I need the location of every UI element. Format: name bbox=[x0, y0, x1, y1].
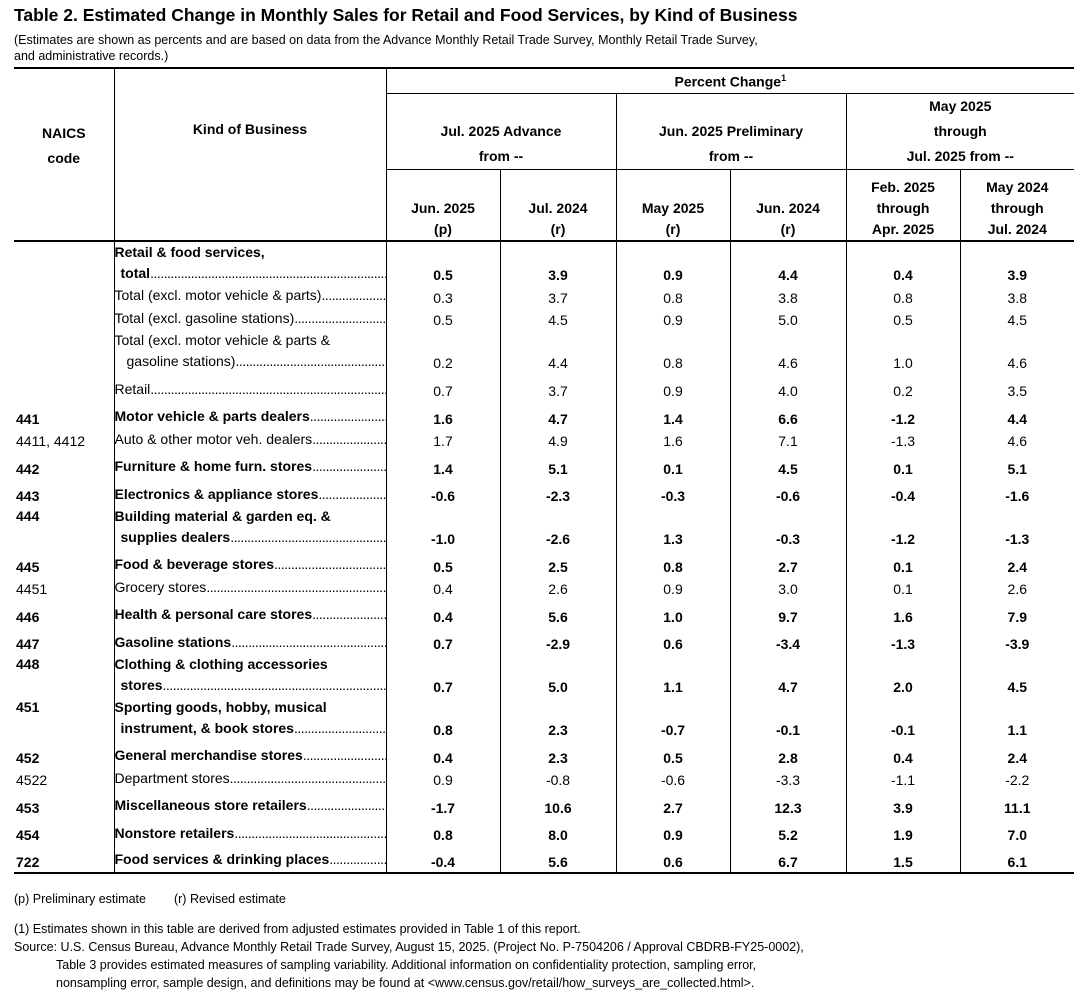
percent-change-cell: 4.4 bbox=[730, 241, 846, 285]
percent-change-cell: 4.5 bbox=[500, 308, 616, 331]
table-row bbox=[14, 506, 1074, 549]
naics-code-cell: 441 bbox=[14, 401, 114, 429]
percent-change-cell: 7.0 bbox=[1007, 827, 1028, 843]
percent-change-cell: 0.8 bbox=[616, 285, 730, 308]
kind-of-business-label: Total (excl. gasoline stations) bbox=[114, 309, 295, 326]
percent-change-cell: 2.6 bbox=[1007, 581, 1028, 597]
percent-change-cell: -2.9 bbox=[500, 627, 616, 655]
percent-change-cell: 0.4 bbox=[846, 241, 960, 285]
table-row bbox=[14, 549, 1074, 577]
kind-of-business-label: Building material & garden eq. & bbox=[114, 508, 331, 524]
col-header-jun2025: Jun. 2025 (p) bbox=[386, 170, 500, 242]
kind-of-business-label: Total (excl. motor vehicle & parts) bbox=[114, 287, 322, 303]
table-row bbox=[14, 285, 1074, 308]
percent-change-cell: 0.4 bbox=[386, 599, 500, 627]
naics-code-header: NAICS code bbox=[14, 68, 114, 241]
percent-change-cell: 2.5 bbox=[500, 549, 616, 577]
source-line-1: Source: U.S. Census Bureau, Advance Monthly Retail Trade Survey, August 15, 2025. (Project No. P-7504206 / Approval CBDRB-FY25-0002), bbox=[14, 940, 804, 954]
leader-dots bbox=[294, 718, 386, 739]
kind-of-business-label: Gasoline stations bbox=[114, 633, 232, 650]
leader-dots bbox=[274, 554, 386, 575]
leader-dots bbox=[150, 263, 385, 284]
table-body bbox=[14, 241, 1074, 873]
percent-change-cell: 5.6 bbox=[500, 599, 616, 627]
percent-change-cell: 3.9 bbox=[500, 241, 616, 285]
percent-change-cell: -1.2 bbox=[846, 401, 960, 429]
percent-change-cell: 0.7 bbox=[386, 373, 500, 401]
percent-change-cell: 3.8 bbox=[1007, 289, 1028, 306]
table-row bbox=[14, 697, 1074, 740]
kind-of-business-cell bbox=[114, 845, 386, 873]
table-row bbox=[14, 241, 1074, 285]
leader-dots bbox=[307, 795, 386, 816]
kind-of-business-label: Food services & drinking places bbox=[114, 851, 330, 867]
percent-change-cell: 0.5 bbox=[386, 241, 500, 285]
percent-change-cell: 9.7 bbox=[730, 599, 846, 627]
percent-change-cell: 0.9 bbox=[386, 768, 500, 791]
percent-change-cell: 0.2 bbox=[386, 330, 500, 373]
percent-change-cell: 0.8 bbox=[846, 285, 960, 308]
percent-change-cell: 3.5 bbox=[1007, 383, 1028, 399]
percent-change-cell: 2.8 bbox=[730, 740, 846, 768]
percent-change-cell: -3.9 bbox=[1005, 636, 1030, 652]
kind-of-business-cell bbox=[114, 599, 386, 627]
percent-change-cell: 2.4 bbox=[1007, 749, 1028, 766]
percent-change-cell: 6.7 bbox=[730, 845, 846, 873]
kind-of-business-label: stores bbox=[120, 676, 163, 693]
percent-change-cell: 0.1 bbox=[846, 577, 960, 600]
percent-change-cell: 5.1 bbox=[1007, 460, 1028, 477]
percent-change-cell: -1.3 bbox=[1005, 531, 1030, 547]
naics-code-cell: 453 bbox=[14, 790, 114, 818]
kind-of-business-label: Miscellaneous store retailers bbox=[114, 797, 307, 813]
percent-change-cell: 4.7 bbox=[730, 654, 846, 697]
kind-of-business-cell bbox=[114, 740, 386, 768]
percent-change-cell: 0.7 bbox=[386, 654, 500, 697]
kind-of-business-cell bbox=[114, 627, 386, 655]
source-line-3: nonsampling error, sample design, and definitions may be found at <www.census.gov/retail/how_surveys_are_collected.html>. bbox=[56, 976, 755, 990]
percent-change-cell: -2.3 bbox=[500, 479, 616, 507]
percent-change-cell: 7.9 bbox=[1007, 608, 1028, 625]
percent-change-cell: 5.1 bbox=[500, 451, 616, 479]
group-jun2025-preliminary-header: Jun. 2025 Preliminary from -- bbox=[616, 94, 846, 170]
percent-change-cell: -0.6 bbox=[616, 768, 730, 791]
col-header-may2025: May 2025 (r) bbox=[616, 170, 730, 242]
percent-change-cell: -0.3 bbox=[730, 506, 846, 549]
percent-change-cell: 1.1 bbox=[1007, 722, 1028, 738]
kind-of-business-cell bbox=[114, 241, 386, 285]
percent-change-cell: 4.9 bbox=[500, 429, 616, 452]
sales-change-table bbox=[14, 67, 1074, 874]
percent-change-cell: 3.7 bbox=[500, 285, 616, 308]
kind-of-business-cell bbox=[114, 429, 386, 452]
kind-of-business-cell bbox=[114, 790, 386, 818]
percent-change-cell: 4.5 bbox=[1007, 679, 1028, 695]
naics-code-cell bbox=[14, 285, 114, 308]
table-row bbox=[14, 373, 1074, 401]
percent-change-cell: -0.6 bbox=[386, 479, 500, 507]
naics-code-cell: 451 bbox=[14, 697, 114, 740]
percent-change-cell: 7.1 bbox=[730, 429, 846, 452]
percent-change-cell: 2.4 bbox=[1007, 558, 1028, 575]
percent-change-cell: -3.3 bbox=[730, 768, 846, 791]
percent-change-cell: 3.9 bbox=[846, 790, 960, 818]
kind-of-business-cell bbox=[114, 577, 386, 600]
kind-of-business-label: Electronics & appliance stores bbox=[114, 485, 319, 502]
percent-change-cell: 3.8 bbox=[730, 285, 846, 308]
percent-change-cell: 2.0 bbox=[846, 654, 960, 697]
kind-of-business-label: instrument, & book stores bbox=[120, 719, 294, 736]
percent-change-cell: 5.0 bbox=[730, 308, 846, 331]
percent-change-cell: -1.7 bbox=[386, 790, 500, 818]
naics-code-cell: 4411, 4412 bbox=[14, 429, 114, 452]
percent-change-cell: 2.3 bbox=[500, 697, 616, 740]
kind-of-business-cell bbox=[114, 451, 386, 479]
naics-code-cell: 444 bbox=[14, 506, 114, 549]
kind-of-business-label: Sporting goods, hobby, musical bbox=[114, 699, 327, 715]
preliminary-estimate-note: (p) Preliminary estimate bbox=[14, 892, 146, 906]
percent-change-cell: 2.6 bbox=[500, 577, 616, 600]
naics-code-cell: 446 bbox=[14, 599, 114, 627]
kind-of-business-cell bbox=[114, 479, 386, 507]
kind-of-business-label: Nonstore retailers bbox=[114, 824, 235, 841]
percent-change-cell: 1.3 bbox=[616, 506, 730, 549]
percent-change-cell: 0.9 bbox=[616, 241, 730, 285]
percent-change-cell: -1.2 bbox=[846, 506, 960, 549]
naics-code-cell: 452 bbox=[14, 740, 114, 768]
leader-dots bbox=[163, 675, 386, 696]
naics-code-cell: 4522 bbox=[14, 768, 114, 791]
footnote-1: (1) Estimates shown in this table are derived from adjusted estimates provided in Table 1 of this report. bbox=[14, 922, 581, 936]
percent-change-cell: 0.1 bbox=[616, 451, 730, 479]
col-header-jul2024: Jul. 2024 (r) bbox=[500, 170, 616, 242]
naics-code-cell: 443 bbox=[14, 479, 114, 507]
legend-footnote bbox=[14, 890, 286, 908]
kind-of-business-cell bbox=[114, 285, 386, 308]
percent-change-cell: 1.6 bbox=[616, 429, 730, 452]
naics-code-cell bbox=[14, 241, 114, 285]
kind-of-business-header: Kind of Business bbox=[114, 68, 386, 241]
percent-change-cell: 0.9 bbox=[616, 308, 730, 331]
naics-code-cell: 448 bbox=[14, 654, 114, 697]
percent-change-cell: -2.6 bbox=[500, 506, 616, 549]
kind-of-business-label: Food & beverage stores bbox=[114, 556, 274, 572]
percent-change-cell: 0.6 bbox=[616, 627, 730, 655]
percent-change-cell: 0.5 bbox=[846, 308, 960, 331]
percent-change-cell: -1.3 bbox=[846, 627, 960, 655]
table-row bbox=[14, 790, 1074, 818]
kind-of-business-cell bbox=[114, 697, 386, 740]
percent-change-cell: 0.4 bbox=[846, 740, 960, 768]
kind-of-business-cell bbox=[114, 768, 386, 791]
percent-change-cell: 4.4 bbox=[1007, 410, 1028, 427]
percent-change-cell: 1.1 bbox=[616, 654, 730, 697]
table-row bbox=[14, 654, 1074, 697]
percent-change-cell: 0.9 bbox=[616, 373, 730, 401]
percent-change-cell: 5.6 bbox=[500, 845, 616, 873]
percent-change-cell: -0.8 bbox=[500, 768, 616, 791]
percent-change-cell: 0.5 bbox=[616, 740, 730, 768]
col-header-feb-apr2025: Feb. 2025 through Apr. 2025 bbox=[846, 170, 960, 242]
naics-code-cell: 722 bbox=[14, 845, 114, 873]
percent-change-cell: 5.2 bbox=[730, 818, 846, 846]
leader-dots bbox=[312, 429, 385, 450]
percent-change-cell: 2.7 bbox=[616, 790, 730, 818]
group-may-jul2025-header: May 2025 through Jul. 2025 from -- bbox=[846, 94, 1074, 170]
percent-change-cell: 10.6 bbox=[500, 790, 616, 818]
table-row bbox=[14, 627, 1074, 655]
percent-change-cell: 1.4 bbox=[616, 401, 730, 429]
percent-change-cell: 3.7 bbox=[500, 373, 616, 401]
percent-change-cell: 0.8 bbox=[386, 697, 500, 740]
naics-code-cell: 445 bbox=[14, 549, 114, 577]
leader-dots bbox=[206, 577, 385, 598]
percent-change-cell: 2.3 bbox=[500, 740, 616, 768]
table-subtitle: (Estimates are shown as percents and are based on data from the Advance Monthly Retail Trade Survey, Monthly Retail Trade Survey, and administrative records.) bbox=[14, 33, 758, 63]
table-row bbox=[14, 740, 1074, 768]
naics-code-cell: 447 bbox=[14, 627, 114, 655]
percent-change-cell: -0.7 bbox=[616, 697, 730, 740]
percent-change-cell: 4.6 bbox=[1007, 355, 1028, 371]
naics-code-cell: 4451 bbox=[14, 577, 114, 600]
percent-change-cell: 0.8 bbox=[616, 549, 730, 577]
percent-change-cell: 0.6 bbox=[616, 845, 730, 873]
percent-change-cell: -1.6 bbox=[1005, 488, 1030, 504]
kind-of-business-cell bbox=[114, 818, 386, 846]
percent-change-cell: 0.8 bbox=[386, 818, 500, 846]
kind-of-business-label: General merchandise stores bbox=[114, 747, 303, 763]
percent-change-cell: 0.3 bbox=[386, 285, 500, 308]
percent-change-cell: 1.5 bbox=[846, 845, 960, 873]
kind-of-business-label: Motor vehicle & parts dealers bbox=[114, 408, 310, 424]
percent-change-cell: 0.4 bbox=[386, 577, 500, 600]
revised-estimate-note: (r) Revised estimate bbox=[173, 892, 286, 906]
leader-dots bbox=[294, 308, 385, 329]
col-header-may-jul2024: May 2024 through Jul. 2024 bbox=[960, 170, 1074, 242]
percent-change-cell: -0.4 bbox=[386, 845, 500, 873]
percent-change-cell: 0.7 bbox=[386, 627, 500, 655]
percent-change-cell: 3.9 bbox=[1007, 267, 1028, 283]
percent-change-cell: 4.5 bbox=[1007, 312, 1028, 328]
leader-dots bbox=[312, 604, 385, 625]
leader-dots bbox=[234, 823, 385, 844]
percent-change-cell: 0.5 bbox=[386, 308, 500, 331]
kind-of-business-label: Health & personal care stores bbox=[114, 606, 313, 622]
kind-of-business-label: supplies dealers bbox=[120, 528, 231, 545]
kind-of-business-label: Retail bbox=[114, 380, 151, 397]
col-header-jun2024: Jun. 2024 (r) bbox=[730, 170, 846, 242]
kind-of-business-label: gasoline stations) bbox=[126, 352, 236, 369]
kind-of-business-label: Clothing & clothing accessories bbox=[114, 656, 328, 672]
table-row bbox=[14, 768, 1074, 791]
table-row bbox=[14, 429, 1074, 452]
kind-of-business-cell bbox=[114, 549, 386, 577]
percent-change-cell: 1.9 bbox=[846, 818, 960, 846]
leader-dots bbox=[150, 379, 385, 400]
kind-of-business-label: Grocery stores bbox=[114, 578, 207, 595]
kind-of-business-cell bbox=[114, 330, 386, 373]
percent-change-cell: 4.6 bbox=[730, 330, 846, 373]
table-row bbox=[14, 845, 1074, 873]
kind-of-business-cell bbox=[114, 373, 386, 401]
percent-change-cell: 0.2 bbox=[846, 373, 960, 401]
percent-change-cell: 1.6 bbox=[386, 401, 500, 429]
table-row bbox=[14, 577, 1074, 600]
leader-dots bbox=[235, 351, 385, 372]
percent-change-cell: -2.2 bbox=[1005, 772, 1030, 788]
table-row bbox=[14, 401, 1074, 429]
table-row bbox=[14, 330, 1074, 373]
percent-change-cell: 0.9 bbox=[616, 818, 730, 846]
leader-dots bbox=[303, 745, 386, 766]
leader-dots bbox=[230, 768, 386, 789]
percent-change-cell: 1.0 bbox=[846, 330, 960, 373]
leader-dots bbox=[230, 527, 385, 548]
table-row bbox=[14, 479, 1074, 507]
leader-dots bbox=[321, 285, 385, 306]
percent-change-cell: -0.3 bbox=[616, 479, 730, 507]
percent-change-cell: 4.4 bbox=[500, 330, 616, 373]
percent-change-cell: 0.4 bbox=[386, 740, 500, 768]
percent-change-cell: -0.4 bbox=[846, 479, 960, 507]
percent-change-cell: 1.4 bbox=[386, 451, 500, 479]
percent-change-cell: 4.7 bbox=[500, 401, 616, 429]
kind-of-business-label: Auto & other motor veh. dealers bbox=[114, 430, 313, 447]
kind-of-business-cell bbox=[114, 654, 386, 697]
naics-code-cell bbox=[14, 308, 114, 331]
percent-change-cell: 4.5 bbox=[730, 451, 846, 479]
percent-change-cell: 3.0 bbox=[730, 577, 846, 600]
percent-change-cell: 2.7 bbox=[730, 549, 846, 577]
table-row bbox=[14, 818, 1074, 846]
table-title: Table 2. Estimated Change in Monthly Sales for Retail and Food Services, by Kind of Business bbox=[14, 5, 798, 25]
kind-of-business-cell bbox=[114, 308, 386, 331]
leader-dots bbox=[318, 484, 385, 505]
kind-of-business-label: Total (excl. motor vehicle & parts & bbox=[114, 332, 331, 348]
percent-change-cell: -1.0 bbox=[386, 506, 500, 549]
percent-change-cell: -0.1 bbox=[846, 697, 960, 740]
percent-change-header: Percent Change$^1$ bbox=[386, 68, 1074, 94]
percent-change-cell: -0.1 bbox=[730, 697, 846, 740]
kind-of-business-label: Furniture & home furn. stores bbox=[114, 458, 313, 474]
percent-change-cell: 4.6 bbox=[1007, 433, 1028, 449]
table-row bbox=[14, 599, 1074, 627]
percent-change-cell: 4.0 bbox=[730, 373, 846, 401]
percent-change-cell: 11.1 bbox=[1004, 799, 1031, 816]
percent-change-cell: 6.6 bbox=[730, 401, 846, 429]
percent-change-cell: -3.4 bbox=[730, 627, 846, 655]
naics-code-cell: 442 bbox=[14, 451, 114, 479]
kind-of-business-label: Retail & food services, bbox=[114, 244, 265, 260]
group-jul2025-advance-header: Jul. 2025 Advance from -- bbox=[386, 94, 616, 170]
kind-of-business-cell bbox=[114, 506, 386, 549]
percent-change-cell: -0.6 bbox=[730, 479, 846, 507]
table-row bbox=[14, 451, 1074, 479]
source-line-2: Table 3 provides estimated measures of sampling variability. Additional information on confidentiality protection, sampling error, bbox=[56, 958, 757, 972]
leader-dots bbox=[231, 632, 385, 653]
kind-of-business-cell bbox=[114, 401, 386, 429]
percent-change-cell: 0.1 bbox=[846, 549, 960, 577]
naics-code-cell bbox=[14, 373, 114, 401]
percent-change-cell: 0.5 bbox=[386, 549, 500, 577]
kind-of-business-label: Department stores bbox=[114, 769, 230, 786]
percent-change-cell: 12.3 bbox=[730, 790, 846, 818]
table-row bbox=[14, 308, 1074, 331]
percent-change-cell: 1.6 bbox=[846, 599, 960, 627]
naics-code-cell: 454 bbox=[14, 818, 114, 846]
percent-change-cell: 1.7 bbox=[386, 429, 500, 452]
percent-change-cell: -1.3 bbox=[846, 429, 960, 452]
leader-dots bbox=[310, 406, 386, 427]
percent-change-cell: 5.0 bbox=[500, 654, 616, 697]
leader-dots bbox=[312, 456, 385, 477]
leader-dots bbox=[329, 849, 385, 870]
percent-change-cell: -1.1 bbox=[846, 768, 960, 791]
naics-code-cell bbox=[14, 330, 114, 373]
percent-change-cell: 0.9 bbox=[616, 577, 730, 600]
percent-change-cell: 1.0 bbox=[616, 599, 730, 627]
percent-change-cell: 8.0 bbox=[500, 818, 616, 846]
percent-change-cell: 6.1 bbox=[960, 845, 1074, 873]
kind-of-business-label: total bbox=[120, 264, 151, 281]
percent-change-cell: 0.8 bbox=[616, 330, 730, 373]
percent-change-cell: 0.1 bbox=[846, 451, 960, 479]
